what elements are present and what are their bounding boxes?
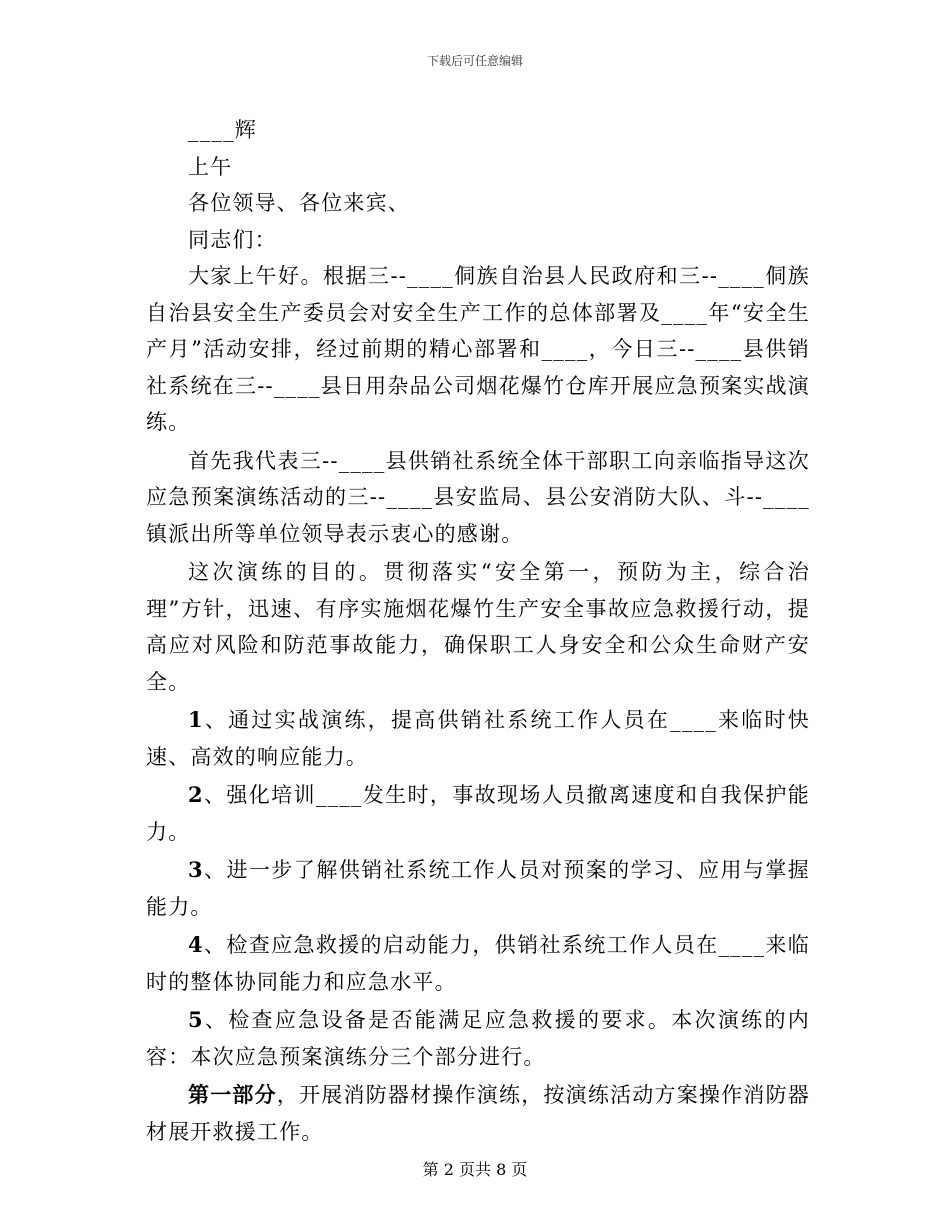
part-text: ，开展消防器材操作演练，按演练活动方案操作消防器材展开救援工作。	[146, 1083, 810, 1144]
list-number: 3	[188, 857, 204, 882]
list-text: 、检查应急设备是否能满足应急救援的要求。本次演练的内容：本次应急预案演练分三个部分进行。	[146, 1008, 810, 1069]
signature-line: ____辉	[188, 118, 257, 142]
part-heading: 第一部分	[188, 1082, 277, 1107]
list-item-1	[146, 702, 810, 775]
document-body	[146, 112, 810, 1150]
list-item-4	[146, 927, 810, 1000]
list-text: 、进一步了解供销社系统工作人员对预案的学习、应用与掌握能力。	[146, 858, 810, 919]
paragraph-part-one	[146, 1077, 810, 1150]
list-number: 5	[188, 1007, 204, 1032]
list-number: 4	[188, 932, 204, 957]
list-text: 、强化培训____发生时，事故现场人员撤离速度和自我保护能力。	[146, 783, 810, 844]
paragraph-thanks: 首先我代表三--____县供销社系统全体干部职工向亲临指导这次应急预案演练活动的三--____县安监局、县公安消防大队、斗--____镇派出所等单位领导表示衷心的感谢。	[146, 448, 810, 546]
list-number: 2	[188, 782, 204, 807]
page-footer: 第 2 页共 8 页	[422, 1160, 528, 1179]
list-text: 、通过实战演练，提高供销社系统工作人员在____来临时快速、高效的响应能力。	[146, 708, 810, 769]
list-item-5	[146, 1002, 810, 1075]
salutation-line-2: 同志们：	[188, 227, 277, 252]
list-number: 1	[188, 707, 204, 732]
list-item-2	[146, 777, 810, 850]
paragraph-purpose: 这次演练的目的。贯彻落实“安全第一，预防为主，综合治理”方针，迅速、有序实施烟花爆竹生产安全事故应急救援行动，提高应对风险和防范事故能力，确保职工人身安全和公众生命财产安全。	[146, 560, 810, 694]
list-item-3	[146, 852, 810, 925]
page-header: 下载后可任意编辑	[426, 54, 523, 68]
paragraph-intro: 大家上午好。根据三--____侗族自治县人民政府和三--____侗族自治县安全生产委员会对安全生产工作的总体部署及____年“安全生产月”活动安排，经过前期的精心部署和____，今日三--____县供销社系统在三--____县日用杂品公司烟花爆竹仓库开展应急预案实战演练。	[146, 264, 810, 434]
salutation-line: 各位领导、各位来宾、	[188, 191, 410, 215]
list-text: 、检查应急救援的启动能力，供销社系统工作人员在____来临时的整体协同能力和应急水平。	[146, 933, 810, 994]
time-line: 上午	[188, 154, 233, 179]
